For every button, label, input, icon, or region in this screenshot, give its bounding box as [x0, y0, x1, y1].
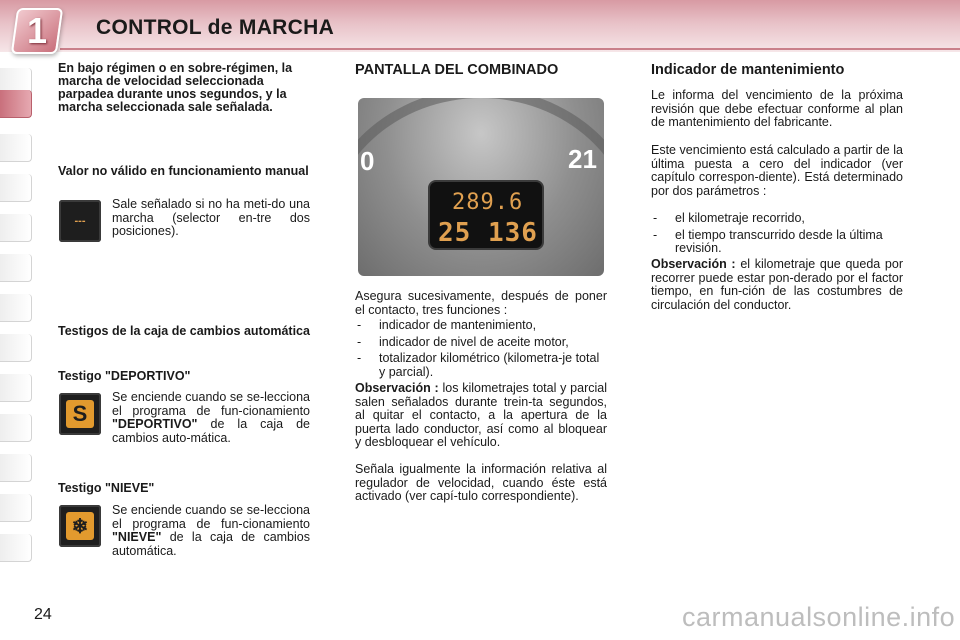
chapter-number: 1 [26, 10, 48, 51]
sport-text: Se enciende cuando se se-lecciona el programa de fun-cionamiento "DEPORTIVO" de la caja de cambios auto-mática. [112, 390, 310, 445]
total-readout: 25 136 [438, 218, 538, 248]
snowflake-icon: ❄ [66, 512, 94, 540]
list-item: - indicador de mantenimiento, [355, 319, 607, 333]
chapter-tab[interactable] [0, 494, 32, 522]
display-intro: Asegura sucesivamente, después de poner el contacto, tres funciones : [355, 289, 607, 317]
chapter-tab[interactable] [0, 454, 32, 482]
chapter-tab[interactable] [0, 134, 32, 162]
chapter-tab[interactable] [0, 414, 32, 442]
snow-heading: Testigo "NIEVE" [58, 481, 155, 495]
list-item: - indicador de nivel de aceite motor, [355, 336, 607, 350]
display-extra-text: Señala igualmente la información relativa al regulador de velocidad, cuando éste está activado (ver capí-tulo correspondiente). [355, 462, 607, 503]
chapter-tab[interactable] [0, 214, 32, 242]
list-item: - totalizador kilométrico (kilometra-je total y parcial). [355, 352, 607, 379]
chapter-tab-active[interactable] [0, 90, 32, 118]
chapter-tab[interactable] [0, 174, 32, 202]
invalid-heading: Valor no válido en funcionamiento manual [58, 164, 309, 178]
trip-readout: 289.6 [452, 190, 524, 215]
gauge-scale-left: 0 [360, 146, 375, 176]
display-observation: Observación : los kilometrajes total y parcial salen señalados durante trein-ta segundos, al quitar el contacto, a la apertura de la puerta lado conductor, así como al bloquear y desbloquear el vehículo. [355, 381, 607, 449]
chapter-tab[interactable] [0, 374, 32, 402]
sport-warning-icon [59, 393, 101, 435]
snow-text: Se enciende cuando se se-lecciona el programa de fun-cionamiento "NIEVE" de la caja de cambios automática. [112, 503, 310, 558]
chapter-tabs [0, 68, 34, 578]
dashes-icon: --- [74, 215, 86, 227]
chapter-tab[interactable] [0, 254, 32, 282]
list-item: - el tiempo transcurrido desde la última revisión. [651, 229, 903, 256]
maintenance-heading: Indicador de mantenimiento [651, 62, 845, 78]
list-item: - el kilometraje recorrido, [651, 212, 903, 226]
instrument-cluster-image [358, 98, 604, 276]
odometer-screen [428, 180, 544, 250]
combined-display-heading: PANTALLA DEL COMBINADO [355, 62, 559, 78]
sport-s-icon: S [66, 400, 94, 428]
maintenance-parameter-list [651, 212, 903, 256]
sport-heading: Testigo "DEPORTIVO" [58, 369, 191, 383]
chapter-tab[interactable] [0, 534, 32, 562]
gauge-scale-right: 21 [568, 144, 597, 174]
snow-warning-icon [59, 505, 101, 547]
invalid-gear-icon [59, 200, 101, 242]
page-title: CONTROL de MARCHA [96, 16, 335, 39]
page-number: 24 [34, 606, 52, 623]
display-function-list [355, 319, 607, 379]
watermark: carmanualsonline.info [682, 602, 956, 632]
header-divider [60, 48, 960, 50]
intro-bold-text: En bajo régimen o en sobre-régimen, la marcha de velocidad seleccionada parpadea durante unos segundos, y la marcha seleccionada sale señalada. [58, 61, 293, 114]
chapter-tab[interactable] [0, 334, 32, 362]
auto-heading: Testigos de la caja de cambios automática [58, 324, 310, 338]
maintenance-paragraph-2: Este vencimiento está calculado a partir de la última puesta a cero del indicador (ver capítulo correspon-diente). Está determinado por dos parámetros : [651, 143, 903, 198]
maintenance-paragraph-1: Le informa del vencimiento de la próxima revisión que debe efectuar conforme al plan de mantenimiento del fabricante. [651, 88, 903, 129]
maintenance-observation: Observación : el kilometraje que queda por recorrer puede estar pon-derado por el factor tiempo, en fun-ción de las costumbres de circulación del conductor. [651, 257, 903, 312]
invalid-text: Sale señalado si no ha meti-do una marcha (selector en-tre dos posiciones). [112, 197, 310, 238]
chapter-tab[interactable] [0, 294, 32, 322]
